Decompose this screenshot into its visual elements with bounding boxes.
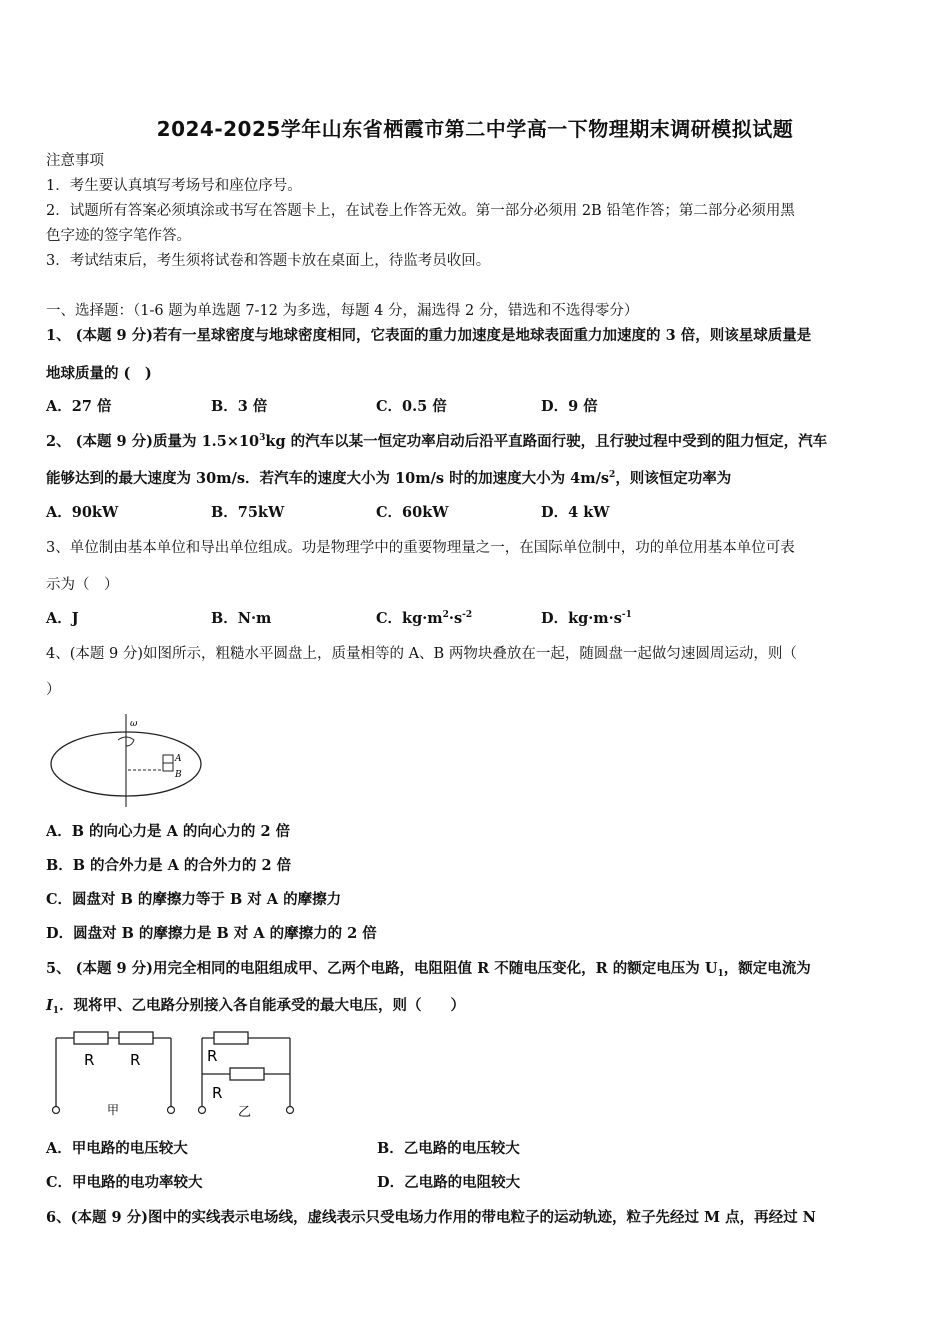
resistor-bottom bbox=[230, 1068, 264, 1080]
notice-item-1: 1．考生要认真填写考场号和座位序号。 bbox=[46, 178, 302, 194]
q1-stem-line1: 1、 (本题 9 分)若有一星球密度与地球密度相同，它表面的重力加速度是地球表面重力加速度的 3 倍，则该星球质量是 bbox=[46, 327, 812, 344]
q5-stem-line1: 5、 (本题 9 分)用完全相同的电阻组成甲、乙两个电路，电阻阻值 R 不随电压变化，R 的额定电压为 $U_1$，额定电流为 bbox=[46, 960, 811, 979]
q4-option-c: C．圆盘对 B 的摩擦力等于 B 对 A 的摩擦力 bbox=[46, 891, 342, 908]
svg-text:R: R bbox=[212, 1084, 223, 1102]
q6-stem-line1: 6、(本题 9 分)图中的实线表示电场线，虚线表示只受电场力作用的带电粒子的运动轨迹，粒子先经过 M 点，再经过 N bbox=[46, 1209, 816, 1226]
q3-option-b: B．N·m bbox=[211, 610, 272, 627]
notice-item-2: 2．试题所有答案必须填涂或书写在答题卡上，在试卷上作答无效。第一部分必须用 2B 铅笔作答；第二部分必须用黑 bbox=[46, 203, 795, 219]
svg-text:乙: 乙 bbox=[238, 1105, 252, 1120]
notice-heading: 注意事项 bbox=[46, 153, 104, 169]
notice-item-2-cont: 色字迹的签字笔作答。 bbox=[46, 228, 191, 244]
q2-option-d: D．4 kW bbox=[541, 504, 610, 521]
q5-stem-line2: $I_1$．现将甲、乙电路分别接入各自能承受的最大电压，则（ ） bbox=[46, 997, 466, 1016]
q4-stem-line1: 4、(本题 9 分)如图所示，粗糙水平圆盘上，质量相等的 A、B 两物块叠放在一起，随圆盘一起做匀速圆周运动，则（ bbox=[46, 646, 797, 662]
q4-stem-line2: ） bbox=[46, 682, 61, 698]
q5-circuit-yi bbox=[192, 1028, 304, 1120]
omega-label: ω bbox=[130, 719, 138, 729]
resistor-top bbox=[214, 1032, 248, 1044]
q2-stem-line2: 能够达到的最大速度为 30m/s．若汽车的速度大小为 10m/s 时的加速度大小为 $4m/s^2$，则该恒定功率为 bbox=[46, 470, 732, 487]
q2-option-c: C．60kW bbox=[376, 504, 449, 521]
q3-option-c: C．$kg\cdot m^2\cdot s^{-2}$ bbox=[376, 610, 473, 627]
section-heading: 一、选择题：（1-6 题为单选题 7-12 为多选，每题 4 分，漏选得 2 分，错选和不选得零分） bbox=[46, 303, 639, 319]
q4-disk-figure bbox=[48, 712, 208, 808]
q4-option-d: D．圆盘对 B 的摩擦力是 B 对 A 的摩擦力的 2 倍 bbox=[46, 925, 377, 942]
resistor-2 bbox=[119, 1032, 153, 1044]
q1-option-b: B．3 倍 bbox=[211, 398, 268, 415]
block-b bbox=[163, 763, 173, 771]
q5-circuit-jia bbox=[46, 1028, 181, 1118]
q3-option-d: D．$kg\cdot m\cdot s^{-1}$ bbox=[541, 610, 632, 627]
svg-text:R: R bbox=[207, 1047, 218, 1065]
q4-option-a: A．B 的向心力是 A 的向心力的 2 倍 bbox=[46, 823, 291, 840]
notice-item-3: 3．考试结束后，考生须将试卷和答题卡放在桌面上，待监考员收回。 bbox=[46, 253, 491, 269]
terminal-right bbox=[287, 1107, 294, 1114]
q1-option-a: A．27 倍 bbox=[46, 398, 112, 415]
resistor-1 bbox=[74, 1032, 108, 1044]
block-a bbox=[163, 755, 173, 763]
q3-option-a: A．J bbox=[46, 610, 79, 627]
terminal-left bbox=[199, 1107, 206, 1114]
q3-stem-line2: 示为（ ） bbox=[46, 577, 119, 593]
q1-stem-line2: 地球质量的 ( ) bbox=[46, 365, 152, 382]
terminal-right bbox=[168, 1107, 175, 1114]
svg-text:R: R bbox=[84, 1051, 95, 1069]
page-title: 2024-2025学年山东省栖霞市第二中学高一下物理期末调研模拟试题 bbox=[156, 117, 794, 141]
q1-option-d: D．9 倍 bbox=[541, 398, 598, 415]
q2-stem-line1: 2、 (本题 9 分)质量为 $1.5\times 10^3kg$ 的汽车以某一恒定功率启动后沿平直路面行驶，且行驶过程中受到的阻力恒定，汽车 bbox=[46, 433, 828, 450]
q5-option-b: B．乙电路的电压较大 bbox=[377, 1140, 520, 1157]
svg-text:甲: 甲 bbox=[107, 1103, 120, 1117]
q5-option-c: C．甲电路的电功率较大 bbox=[46, 1174, 203, 1191]
label-a: A bbox=[175, 754, 182, 764]
q2-option-a: A．90kW bbox=[46, 504, 119, 521]
label-b: B bbox=[175, 770, 182, 780]
q4-option-b: B．B 的合外力是 A 的合外力的 2 倍 bbox=[46, 857, 292, 874]
q2-option-b: B．75kW bbox=[211, 504, 285, 521]
q3-stem-line1: 3、单位制由基本单位和导出单位组成。功是物理学中的重要物理量之一，在国际单位制中，功的单位用基本单位可表 bbox=[46, 540, 795, 556]
q5-option-d: D．乙电路的电阻较大 bbox=[377, 1174, 521, 1191]
q1-option-c: C．0.5 倍 bbox=[376, 398, 447, 415]
svg-text:R: R bbox=[130, 1051, 141, 1069]
q5-option-a: A．甲电路的电压较大 bbox=[46, 1140, 188, 1157]
terminal-left bbox=[53, 1107, 60, 1114]
